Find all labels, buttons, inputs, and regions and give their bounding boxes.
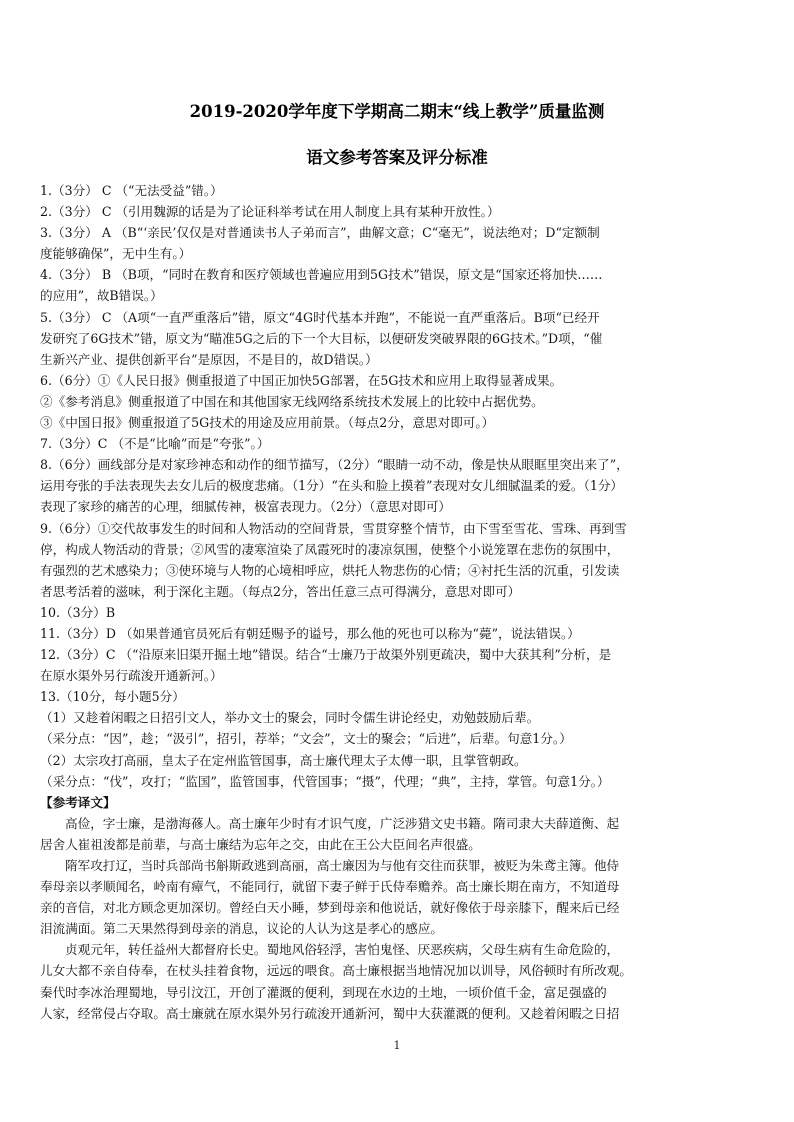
translation-paragraph: 贞观元年，转任益州大都督府长史。蜀地风俗轻浮，害怕鬼怪、厌恶疾病，父母生病有生命危险的， <box>65 942 620 958</box>
document-subtitle: 语文参考答案及评分标准 <box>306 148 488 167</box>
answer-q7: 7.（3分）C （不是“比喻”而是“夸张”。） <box>40 436 270 452</box>
answer-q13: 13.（10分，每小题5分） <box>40 689 185 705</box>
translation-line: 人家，经常侵占夺取。高士廉就在原水渠外另行疏浚开通新河，蜀中大获灌溉的便利。又趁着闲暇之日招 <box>40 1005 620 1021</box>
answer-q5-cont: 发研究了6G技术”错，原文为“瞄准5G之后的下一个大目标，以便研发突破界限的6G技术。”D项，“催 <box>40 330 603 346</box>
answer-q12-cont: 在原水渠外另行疏浚开通新河。） <box>40 668 223 684</box>
answer-q9-cont: 者思考活着的滋味，利于深化主题。（每点2分，答出任意三点可得满分，意思对即可） <box>40 583 521 599</box>
answer-q9: 9.（6分）①交代故事发生的时间和人物活动的空间背景，雪贯穿整个情节，由下雪至雪花、雪珠、再到雪 <box>40 520 627 536</box>
answer-q12: 12.（3分）C （“沿原来旧渠开掘土地”错误。结合“士廉乃于故渠外别更疏决，蜀中大获其利”分析，是 <box>40 647 612 663</box>
answer-q5: 5.（3分） C （A项“一直严重落后”错，原文“4G时代基本并跑”，不能说一直严重落后。B项“已经开 <box>40 309 600 325</box>
translation-line: 泪流满面。第二天果然得到母亲的消息，议论的人认为这是孝心的感应。 <box>40 921 443 937</box>
answer-q3: 3.（3分） A （B“‘亲民’仅仅是对普通读书人子弟而言”，曲解文意；C“毫无”，说法绝对；D“定额制 <box>40 225 600 241</box>
answer-content <box>40 180 758 1024</box>
translation-line: 秦代时李冰治理蜀地，导引汶江，开创了灌溉的便利，到现在水边的土地，一顷价值千金，富足强盛的 <box>40 984 607 1000</box>
document-title: 2019-2020学年度下学期高二期末“线上教学”质量监测 <box>189 102 605 121</box>
answer-q4: 4.（3分） B （B项，“同时在教育和医疗领域也普遍应用到5G技术”错误，原文是“国家还将加快…… <box>40 267 603 283</box>
translation-line: 亲的音信，对北方顾念更加深切。曾经白天小睡，梦到母亲和他说话，就好像依于母亲膝下，醒来后已经 <box>40 900 620 916</box>
answer-q2: 2.（3分） C （引用魏源的话是为了论证科举考试在用人制度上具有某种开放性。） <box>40 204 500 220</box>
answer-q1: 1.（3分） C （“无法受益”错。） <box>40 183 223 198</box>
answer-q13-1-points: （采分点：“因”，趁；“汲引”，招引，荐举；“文会”，文士的聚会；“后进”，后辈。句意1分。） <box>40 731 572 747</box>
translation-line: 居舍人崔祖浚都是前辈，与高士廉结为忘年之交，由此在王公大臣间名声很盛。 <box>40 836 481 852</box>
answer-q6-point: ③《中国日报》侧重报道了5G技术的用途及应用前景。（每点2分，意思对即可。） <box>40 415 495 431</box>
answer-q4-cont: 的应用”，故B错误。） <box>40 288 163 304</box>
translation-heading: 【参考译文】 <box>40 794 116 810</box>
translation-paragraph: 隋军攻打辽，当时兵部尚书斛斯政逃到高丽，高士廉因为与他有交往而获罪，被贬为朱鸢主簿。他侍 <box>65 858 620 873</box>
answer-q13-2-points: （采分点：“伐”，攻打；“监国”，监管国事，代管国事；“摄”，代理；“典”，主持，掌管。句意1分。） <box>40 773 610 789</box>
answer-q9-cont: 停，构成人物活动的背景；②风雪的凄寒渲染了凤霞死时的凄凉氛围，使整个小说笼罩在悲伤的氛围中， <box>40 541 620 557</box>
answer-q5-cont: 生新兴产业、提供创新平台”是原因，不是目的，故D错误。） <box>40 351 378 367</box>
answer-q8-cont: 表现了家珍的痛苦的心理，细腻传神，极富表现力。（2分）（意思对即可） <box>40 499 452 515</box>
answer-q11: 11.（3分）D （如果普通官员死后有朝廷赐予的谥号，那么他的死也可以称为“薨”，说法错误。） <box>40 625 580 641</box>
translation-line: 奉母亲以孝顺闻名，岭南有瘴气，不能同行，就留下妻子鲜于氏侍奉赡养。高士廉长期在南方，不知道母 <box>40 879 620 895</box>
translation-line: 儿女大都不亲自侍奉，在杖头挂着食物，远远的喂食。高士廉根据当地情况加以训导，风俗顿时有所改观。 <box>40 963 632 979</box>
answer-q8: 8.（6分）画线部分是对家珍神态和动作的细节描写，（2分）“眼睛一动不动，像是快从眼眶里突出来了”， <box>40 457 629 473</box>
answer-q9-cont: 有强烈的艺术感染力；③使环境与人物的心境相呼应，烘托人物悲伤的心情；④衬托生活的沉重，引发读 <box>40 562 620 578</box>
page-number: 1 <box>393 1039 401 1052</box>
answer-q3-cont: 度能够确保”，无中生有。） <box>40 246 192 262</box>
translation-paragraph: 高俭，字士廉，是渤海蓚人。高士廉年少时有才识气度，广泛涉猎文史书籍。隋司隶大夫薛道衡、起 <box>65 815 620 831</box>
answer-q8-cont: 运用夸张的手法表现失去女儿后的极度悲痛。（1分）“在头和脸上摸着”表现对女儿细腻温柔的爱。（1分） <box>40 478 624 494</box>
answer-q13-2: （2）太宗攻打高丽，皇太子在定州监管国事，高士廉代理太子太傅一职，且掌管朝政。 <box>40 752 527 768</box>
answer-q13-1: （1）又趁着闲暇之日招引文人，举办文士的聚会，同时令儒生讲论经史，劝勉鼓励后辈。 <box>40 710 540 726</box>
answer-q10: 10.（3分）B <box>40 604 116 620</box>
answer-q6-point: ②《参考消息》侧重报道了中国在和其他国家无线网络系统技术发展上的比较中占据优势。 <box>40 393 544 409</box>
answer-q6: 6.（6分）①《人民日报》侧重报道了中国正加快5G部署，在5G技术和应用上取得显著成果。 <box>40 372 563 388</box>
